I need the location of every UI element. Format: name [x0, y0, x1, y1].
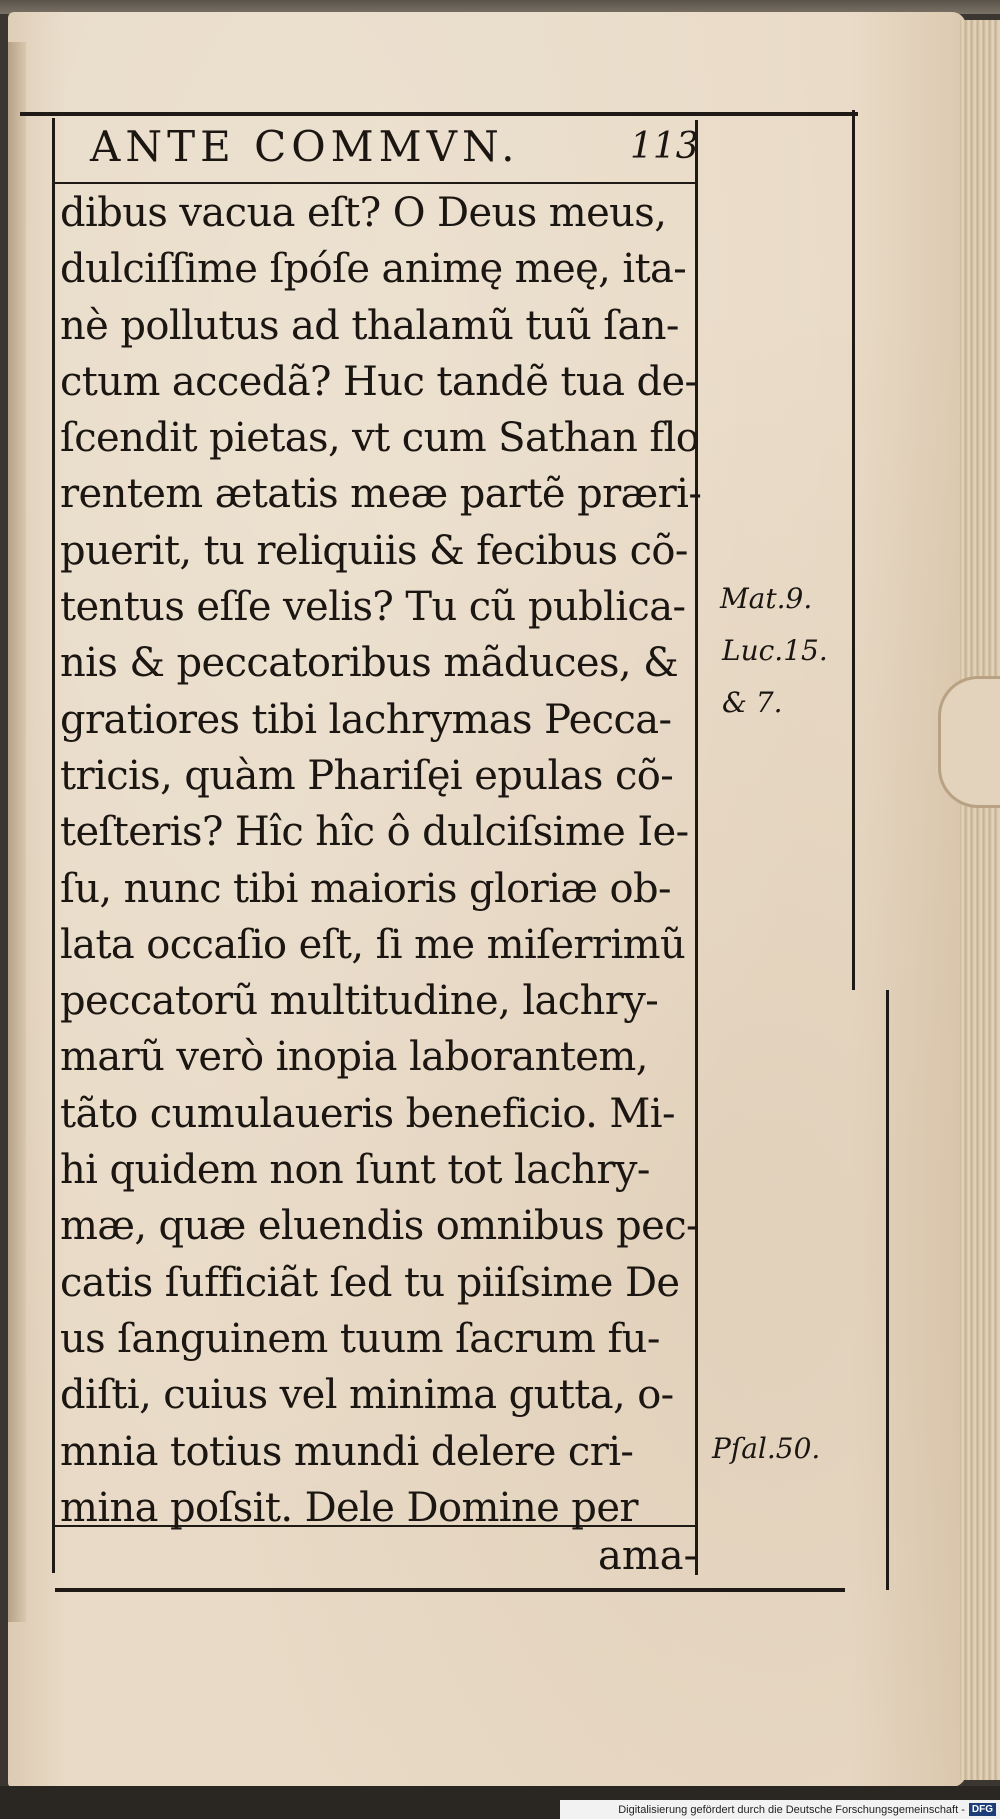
marginal-note: Mat.9. [720, 582, 813, 615]
marginal-note: Luc.15. [722, 634, 828, 667]
text-line: nè pollutus ad thalamũ tuũ ſan- [60, 302, 679, 349]
text-line: mina poſsit. Dele Domine per [60, 1484, 638, 1531]
text-line: gratiores tibi lachrymas Pecca- [60, 696, 672, 743]
body-text [60, 185, 705, 1536]
text-line: tãto cumulaueris beneficio. Mi- [60, 1090, 675, 1137]
marginal-note: Pſal.50. [712, 1432, 821, 1465]
text-line: teſteris? Hîc hîc ô dulciſsime Ie- [60, 809, 689, 856]
text-line: tentus eſſe velis? Tu cũ publica- [60, 584, 686, 631]
book-clasp [938, 676, 1000, 808]
text-line: diſti, cuius vel minima gutta, o- [60, 1372, 674, 1419]
page-number: 113 [630, 126, 699, 167]
gutter-edge [8, 42, 26, 1622]
text-line: dulciſſime ſpóſe animę meę, ita- [60, 246, 687, 293]
text-line: rentem ætatis meæ partẽ præri- [60, 471, 702, 518]
digitization-banner [560, 1800, 1000, 1819]
text-line: peccatorũ multitudine, lachry- [60, 978, 659, 1025]
running-title: ANTE COMMVN. [90, 122, 520, 171]
book-page-edges [960, 20, 1000, 1780]
page-base-rule [55, 1588, 845, 1592]
margin-outer-rule [852, 110, 855, 990]
text-line: us ſanguinem tuum ſacrum fu- [60, 1315, 660, 1362]
text-line: marũ verò inopia laborantem, [60, 1034, 648, 1081]
text-line: puerit, tu reliquiis & fecibus cõ- [60, 527, 688, 574]
text-line: hi quidem non ſunt tot lachry- [60, 1147, 650, 1194]
text-line: ſu, nunc tibi maioris gloriæ ob- [60, 865, 671, 912]
catchword: ama- [598, 1533, 698, 1579]
margin-outer-rule-lower [886, 990, 889, 1590]
frame-left-rule [52, 118, 55, 1573]
text-line: nis & peccatoribus mãduces, & [60, 640, 679, 687]
text-line: dibus vacua eſt? O Deus meus, [60, 190, 667, 236]
text-line: ctum accedã? Huc tandẽ tua de- [60, 358, 698, 405]
text-line: tricis, quàm Phariſęi epulas cõ- [60, 752, 674, 799]
text-line: ſcendit pietas, vt cum Sathan flo [60, 415, 700, 462]
marginal-note: & 7. [722, 686, 783, 719]
header-top-rule [20, 112, 858, 116]
text-line: lata occaſio eſt, ſi me miſerrimũ [60, 921, 686, 968]
digitization-text: Digitalisierung gefördert durch die Deutsche Forschungsgemeinschaft - [618, 1803, 965, 1816]
text-line: mæ, quæ eluendis omnibus pec- [60, 1203, 699, 1250]
text-line: mnia totius mundi delere cri- [60, 1428, 634, 1475]
text-line: catis ſufficiãt ſed tu piiſsime De [60, 1259, 680, 1306]
header-bottom-rule [55, 182, 697, 184]
dfg-logo: DFG [969, 1803, 996, 1816]
